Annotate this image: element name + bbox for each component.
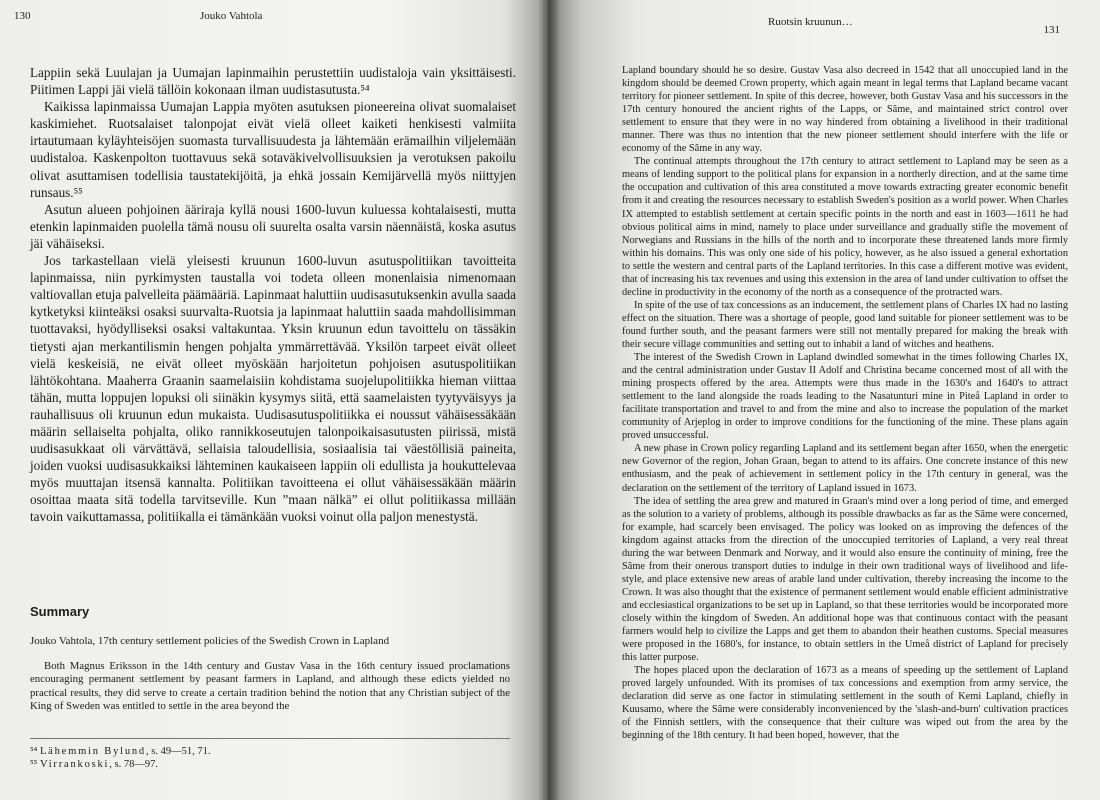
paragraph: The continual attempts throughout the 17th century to attract settlement to Lapland may be seen as a means of lending support to the political plans for expansion in a northerly direction, and at the same time the occupation and cultivation of this area constituted a move towards extracting greater economic benefit from it and creating the resources necessary to establish Sweden's position as a world power. When Charles IX attempted to establish settlement at certain specific points in the north and east in 1603—1611 he had obvious political aims in mind, namely to place under surveillance and gradually stifle the movement of Norwegians and Russians in the hills of the north and to incorporate these threatened lands more firmly within his domains. This was only one side of his policy, however, as he also issued a general exhortation to settle the western and central parts of the Lapland territories. In this case a different motive was evident, that of increasing his tax revenues and using this extension in the area of land under cultivation to offset the decline in productivity in the economy of the north as a consequence of the protracted wars. [622,156,1068,298]
summary-author-line: Jouko Vahtola, 17th century settlement policies of the Swedish Crown in Lapland [30,635,390,647]
paragraph: Lapland boundary should he so desire. Gustav Vasa also decreed in 1542 that all unoccupied land in the kingdom should be deemed Crown property, which again meant in legal terms that Lapland became vacant territory for pioneer settlement. In spite of this decree, however, both Gustav Vasa and his successors in the 17th century honoured the ancient rights of the Lapps, or Sâme, and maintained strict control over settlement to ensure that they were in no way hindered from obtaining a livelihood in their traditional manner. There was thus no intention that the new pioneer settlement should interfere with the life or economy of the Sâme in any way. [622,65,1068,155]
right-page [548,0,1100,800]
footnote-55 [30,758,510,771]
paragraph: The interest of the Swedish Crown in Lapland dwindled somewhat in the times following Charles IX, and the central administration under Gustav II Adolf and Christina became concerned most of all with the mining prospects offered by the area. Attempts were thus made in the 1630's and 1640's to attract settlement to the land alongside the roads leading to the Nasatunturi mine in Piteå Lapland in order to facilitate transportation and travel to and from the mine and also to increase the population of the market community of Arjeplog in order to improve conditions for the functioning of the mine. These plans again proved unsuccessful. [622,352,1068,442]
running-head-left: Jouko Vahtola [200,10,263,22]
paragraph: Lappiin sekä Luulajan ja Uumajan lapinmaihin perustettiin uudistaloja vain yksittäisesti. Piitimen Lappi jäi vielä tällöin kokonaan ilman uudistasutusta.⁵⁴ [30,65,516,98]
footnote-mark: ⁵⁴ [30,746,38,757]
footnote-reference: , s. 49—51, 71. [146,746,211,757]
left-page [0,0,548,800]
paragraph: Asutun alueen pohjoinen ääriraja kyllä nousi 1600-luvun kuluessa kohtalaisesti, mutta etenkin lapinmaiden puolella tämä nousu oli suurelta osalta varsin näennäistä, koska asutus jäi vähäiseksi. [30,201,516,251]
footnote-mark: ⁵⁵ [30,759,38,770]
page-number-right: 131 [1043,24,1060,36]
summary-heading: Summary [30,604,90,619]
page-number-left: 130 [14,10,31,22]
paragraph: The hopes placed upon the declaration of 1673 as a means of speeding up the settlement of Lapland proved largely unfounded. With its promises of tax concessions and exemption from army service, the declaration did serve as one factor in stimulating settlement in the south of Kemi Lapland, chiefly in Kuusamo, where the Sâme were considerably inconvenienced by the 'slash-and-burn' cultivation practices of the Finnish settlers, with the consequence that their culture was wiped out from the area by the beginning of the 18th century. It had been hoped, however, that the [622,665,1068,742]
footnotes [30,738,510,771]
paragraph: The idea of settling the area grew and matured in Graan's mind over a long period of time, and emerged as the solution to a variety of problems, although its possible drawbacks as far as the Sâme were concerned, for example, had scarcely been envisaged. The policy was looked on as improving the defences of the kingdom against attacks from the direction of the unoccupied territories of Lapland, a very real threat during the war between Denmark and Norway, and it would also ensure the continuity of mining, free the Sâme from their onerous transport duties to indulge in their own traditional ways of livelihood and life-style, and place extensive new areas of arable land under cultivation, thereby increasing the income to the Crown. It was also thought that the existence of permanent settlement would enable efficient administrative and ecclesiastical organizations to be set up in Lapland, so that these territories would be incorporated more closely within the kingdom of Sweden. An additional hope was that continuous contact with the peasant farmers would help to civilize the Lapps and get them to abandon their heathen customs. Special measures were proposed in the 1680's, for instance, to obtain settlers in the Umeå district of Lapland for precisely this latter purpose. [622,495,1068,664]
paragraph: Jos tarkastellaan vielä yleisesti kruunun 1600-luvun asutuspolitiikan tavoitteita lapinmaissa, niin pyrkimysten taustalla voi todeta olleen monenlaisia nimenomaan valtiovallan etuja palvelleita päämääriä. Lapinmaat haluttiin uudisasutuksenkin avulla saada kytketyksi kiinteäksi osaksi suurvalta-Ruotsia ja lapinmaat haluttiin saada mahdollisimman tuottavaksi, hyödylliseksi osaksi valtakuntaa. Yksin kruunun edun tavoittelu on tässäkin tietysti ajan merkantilismin hengen pohjalta ymmärrettävää. Yksilön tarpeet eivät olleet vielä keskeisiä, ne eivät olleet myöskään harjoitetun pohjoisen asutuspolitiikan lähtökohtana. Maaherra Graanin saamelaisiin kohdistama suojelupolitiikka hieman viittaa tähän, mutta loppujen lopuksi oli siinäkin kysymys siitä, että saamelaisten tyytyväisyys ja rauhallisuus oli kruunun edun mukaista. Uudisasutuspolitiikka ei noussut vähäisessäkään määrin sellaiselta pohjalta, oliko rannikkoseutujen talonpoikaisasutusten piirissä, mistä uudisasukkaat oli värvättävä, sellaisia taloudellisia, sosiaalisia tai väestöllisiä paineita, joiden vuoksi uudisasukkaiksi lähteminen kaukaiseen lappiin oli edullista ja houkuttelevaa myös muuttajan itsensä kannalta. Politiikan tavoitteena ei ollut vähäisessäkään määrin osoittaa maata sitä todella tarvitseville. Kun ”maan nälkä” ei ollut politiikassa millään tavoin vaikuttamassa, politiikalla ei tämänkään vuoksi voinut olla paljon menestystä. [30,253,516,525]
summary-paragraph: Both Magnus Eriksson in the 14th century and Gustav Vasa in the 16th century issued proclamations encouraging permanent settlement by peasant farmers in Lapland, and although these edicts yielded no practical results, they did serve to create a certain tradition behind the notion that any Christian subject of the King of Sweden was entitled to settle in the area beyond the [30,660,510,712]
paragraph: In spite of the use of tax concessions as an inducement, the settlement plans of Charles IX had no lasting effect on the situation. There was a shortage of people, good land suitable for pioneer settlement was to be found further south, and the peasant farmers were still not mentally prepared for making the break with their secure village communities and setting out to inhabit a land of witches and heathens. [622,299,1068,350]
footnote-author: Virrankoski [39,759,110,770]
footnote-54 [30,745,510,758]
running-head-right: Ruotsin kruunun… [768,16,853,28]
english-summary-body [622,64,1068,742]
footnote-author: Lähemmin Bylund [39,746,146,757]
footnote-reference: , s. 78—97. [109,759,158,770]
paragraph: A new phase in Crown policy regarding Lapland and its settlement began after 1650, when the energetic new Governor of the region, Johan Graan, began to attend to its affairs. One concrete instance of this new enthusiasm, and the peak of achievement in settlement policy in the 17th century in general, was the declaration on the settlement of the territory of Lapland issued in 1673. [622,443,1068,494]
book-gutter [538,0,560,800]
finnish-body-text [30,64,516,526]
paragraph: Kaikissa lapinmaissa Uumajan Lappia myöten asutuksen pioneereina olivat suomalaiset kaskimiehet. Ruotsalaiset talonpojat eivät vielä olleet kaiketi henkisesti valmiita irtautumaan kyläyhteisöjen suomasta turvallisuudesta ja lähtemään erämailhin viljelemään uudistaloa. Kaskenpolton tuottavuus sekä sotaväkivelvollisuuksien ja verotuksen pakoilu olivat asuttamisen todellisia taustatekijöitä, ja ehkä jossain Kemijärvellä myös niittyjen runsaus.⁵⁵ [30,99,516,200]
